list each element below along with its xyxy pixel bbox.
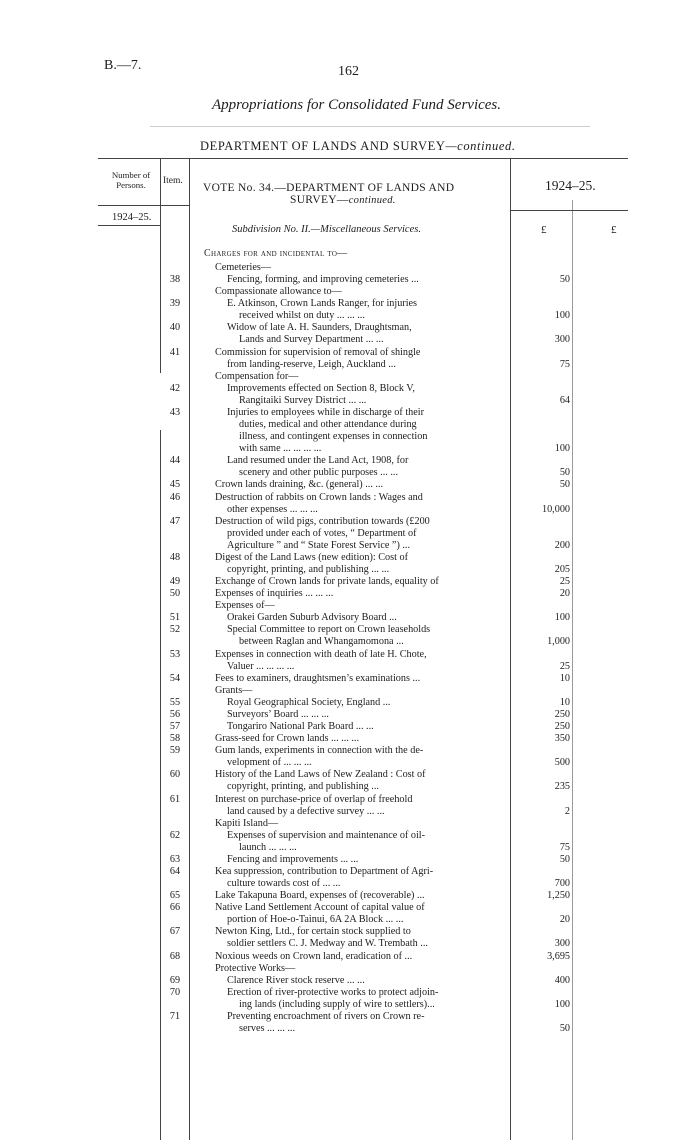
item-description: Fencing and improvements ... ... bbox=[227, 853, 359, 865]
persons-col-header bbox=[106, 170, 156, 190]
item-amount: 235 bbox=[554, 781, 570, 793]
item-number: 58 bbox=[169, 733, 181, 745]
item-description: Land resumed under the Land Act, 1908, for bbox=[227, 455, 409, 467]
item-number: 40 bbox=[169, 322, 181, 334]
item-number: 49 bbox=[169, 576, 181, 588]
item-number: 53 bbox=[169, 648, 181, 660]
item-description: Cemeteries— bbox=[215, 262, 272, 273]
item-number: 60 bbox=[169, 769, 181, 781]
vote-title-continued: continued. bbox=[348, 195, 396, 206]
item-description: Grants— bbox=[215, 684, 253, 696]
table-row bbox=[0, 431, 700, 443]
table-row bbox=[0, 455, 700, 467]
item-number: 68 bbox=[169, 950, 181, 962]
table-row bbox=[0, 673, 700, 685]
table-row bbox=[0, 334, 700, 346]
item-description: copyright, printing, and publishing ... bbox=[227, 781, 379, 793]
item-description: ing lands (including supply of wire to settlers)... bbox=[239, 998, 435, 1010]
item-amount: 10 bbox=[559, 672, 570, 684]
item-description: Clarence River stock reserve ... ... bbox=[227, 974, 365, 986]
item-number: 63 bbox=[169, 853, 181, 865]
item-amount: 75 bbox=[559, 358, 570, 370]
item-amount: 25 bbox=[559, 660, 570, 672]
table-row bbox=[0, 902, 700, 914]
item-amount: 50 bbox=[559, 467, 570, 479]
subdivision-heading: Subdivision No. II.—Miscellaneous Services. bbox=[232, 224, 421, 235]
item-number: 45 bbox=[169, 479, 181, 491]
table-row bbox=[0, 842, 700, 854]
item-description: Kapiti Island— bbox=[215, 817, 279, 829]
table-row bbox=[0, 624, 700, 636]
table-row bbox=[0, 310, 700, 322]
item-amount: 1,250 bbox=[547, 890, 570, 902]
table-row bbox=[0, 286, 700, 298]
table-row bbox=[0, 407, 700, 419]
item-amount: 10,000 bbox=[541, 503, 570, 515]
table-row bbox=[0, 794, 700, 806]
item-description: between Raglan and Whangamomona ... bbox=[239, 636, 404, 648]
item-description: Destruction of wild pigs, contribution towards (£200 bbox=[215, 515, 430, 527]
table-row bbox=[0, 697, 700, 709]
item-description: Surveyors’ Board ... ... ... bbox=[227, 708, 329, 720]
item-description: Expenses of inquiries ... ... ... bbox=[215, 588, 334, 600]
department-heading bbox=[200, 139, 516, 154]
item-number: 54 bbox=[169, 672, 181, 684]
item-amount: 50 bbox=[559, 853, 570, 865]
vote-title-line2 bbox=[290, 194, 396, 206]
item-description: Newton King, Ltd., for certain stock supplied to bbox=[215, 926, 411, 938]
table-row bbox=[0, 322, 700, 334]
item-description: Agriculture ” and “ State Forest Service ”) ... bbox=[227, 539, 411, 551]
item-amount: 50 bbox=[559, 479, 570, 491]
table-row bbox=[0, 552, 700, 564]
item-amount: 300 bbox=[554, 938, 570, 950]
table-row bbox=[0, 347, 700, 359]
item-description: Compassionate allowance to— bbox=[215, 286, 342, 298]
item-number: 59 bbox=[169, 745, 181, 757]
table-row bbox=[0, 298, 700, 310]
table-row bbox=[0, 383, 700, 395]
item-description: velopment of ... ... ... bbox=[227, 757, 312, 769]
item-amount: 300 bbox=[554, 334, 570, 346]
item-description: with same ... ... ... ... bbox=[239, 443, 322, 455]
item-number: 67 bbox=[169, 926, 181, 938]
item-description: Fees to examiners, draughtsmen’s examinations ... bbox=[215, 672, 421, 684]
item-amount: 2 bbox=[564, 805, 570, 817]
table-row bbox=[0, 528, 700, 540]
item-description: provided under each of votes, “ Department of bbox=[227, 527, 417, 539]
table-row bbox=[0, 685, 700, 697]
item-number: 71 bbox=[169, 1010, 181, 1022]
table-row bbox=[0, 371, 700, 383]
item-number: 43 bbox=[169, 406, 181, 418]
item-number: 64 bbox=[169, 866, 181, 877]
item-number: 50 bbox=[169, 588, 181, 600]
table-row bbox=[0, 854, 700, 866]
item-description: Digest of the Land Laws (new edition): Cost of bbox=[215, 551, 408, 563]
item-amount: 350 bbox=[554, 733, 570, 745]
table-row bbox=[0, 757, 700, 769]
item-number: 38 bbox=[169, 274, 181, 286]
item-description: other expenses ... ... ... bbox=[227, 503, 318, 515]
item-amount: 10 bbox=[559, 696, 570, 708]
item-col-header: Item. bbox=[163, 176, 183, 186]
item-description: Gum lands, experiments in connection with the de- bbox=[215, 745, 424, 757]
table-row bbox=[0, 576, 700, 588]
table-row bbox=[0, 516, 700, 528]
item-description: culture towards cost of ... ... bbox=[227, 878, 341, 890]
persons-year-rule bbox=[98, 225, 160, 226]
item-amount: 20 bbox=[559, 588, 570, 600]
item-description: Injuries to employees while in discharge of their bbox=[227, 406, 424, 418]
table-row bbox=[0, 830, 700, 842]
item-description: Protective Works— bbox=[215, 962, 296, 974]
table-row bbox=[0, 395, 700, 407]
item-description: Destruction of rabbits on Crown lands : Wages and bbox=[215, 491, 423, 503]
vote-title-survey: SURVEY— bbox=[290, 194, 349, 206]
item-number: 70 bbox=[169, 986, 181, 998]
item-amount: 50 bbox=[559, 274, 570, 286]
item-number: 57 bbox=[169, 721, 181, 733]
item-description: scenery and other public purposes ... ... bbox=[239, 467, 398, 479]
item-description: Improvements effected on Section 8, Block V, bbox=[227, 382, 415, 394]
table-row bbox=[0, 987, 700, 999]
table-row bbox=[0, 914, 700, 926]
table-row bbox=[0, 745, 700, 757]
item-description: Grass-seed for Crown lands ... ... ... bbox=[215, 733, 360, 745]
charges-heading: Charges for and incidental to— bbox=[204, 248, 348, 259]
table-row bbox=[0, 878, 700, 890]
item-description: Orakei Garden Suburb Advisory Board ... bbox=[227, 612, 397, 624]
currency-symbol-2: £ bbox=[611, 224, 617, 236]
item-amount: 250 bbox=[554, 721, 570, 733]
item-description: Special Committee to report on Crown leaseholds bbox=[227, 624, 431, 636]
table-row bbox=[0, 769, 700, 781]
table-row bbox=[0, 975, 700, 987]
item-amount: 400 bbox=[554, 974, 570, 986]
item-amount: 50 bbox=[559, 1023, 570, 1035]
table-row bbox=[0, 492, 700, 504]
item-description: serves ... ... ... bbox=[239, 1023, 296, 1035]
persons-year: 1924–25. bbox=[112, 212, 152, 223]
item-description: Lands and Survey Department ... ... bbox=[239, 334, 384, 346]
title-rule bbox=[150, 126, 590, 127]
table-row bbox=[0, 1023, 700, 1035]
item-amount: 700 bbox=[554, 878, 570, 890]
table-row bbox=[0, 661, 700, 673]
item-description: soldier settlers C. J. Medway and W. Trembath ... bbox=[227, 938, 428, 950]
persons-header-rule bbox=[98, 205, 160, 206]
table-row bbox=[0, 564, 700, 576]
item-number: 47 bbox=[169, 515, 181, 527]
item-amount: 25 bbox=[559, 576, 570, 588]
item-description: from landing-reserve, Leigh, Auckland ... bbox=[227, 358, 396, 370]
item-description: duties, medical and other attendance during bbox=[239, 419, 417, 431]
item-description: illness, and contingent expenses in connection bbox=[239, 431, 428, 443]
table-row bbox=[0, 479, 700, 491]
department-suffix: —continued. bbox=[445, 139, 516, 153]
department-name: DEPARTMENT OF LANDS AND SURVEY bbox=[200, 139, 446, 153]
page-title: Appropriations for Consolidated Fund Services. bbox=[212, 97, 502, 113]
item-amount: 100 bbox=[554, 443, 570, 455]
item-number: 46 bbox=[169, 491, 181, 503]
item-description: Fencing, forming, and improving cemeteries ... bbox=[227, 274, 419, 286]
table-row bbox=[0, 890, 700, 902]
item-amount: 75 bbox=[559, 841, 570, 853]
table-row bbox=[0, 818, 700, 830]
page-number: 162 bbox=[338, 64, 359, 79]
item-number: 51 bbox=[169, 612, 181, 624]
item-number: 62 bbox=[169, 829, 181, 841]
year-header-rule bbox=[510, 210, 628, 211]
item-amount: 100 bbox=[554, 998, 570, 1010]
item-amount: 250 bbox=[554, 708, 570, 720]
item-amount: 500 bbox=[554, 757, 570, 769]
item-header-rule bbox=[160, 205, 189, 206]
table-row bbox=[0, 443, 700, 455]
table-row bbox=[0, 612, 700, 624]
table-row bbox=[0, 963, 700, 975]
item-description: Royal Geographical Society, England ... bbox=[227, 696, 391, 708]
item-amount: 205 bbox=[554, 564, 570, 575]
table-row bbox=[0, 600, 700, 612]
item-description: Interest on purchase-price of overlap of freehold bbox=[215, 793, 413, 805]
table-row bbox=[0, 649, 700, 661]
item-description: received whilst on duty ... ... ... bbox=[239, 310, 365, 322]
persons-col-label: Number of Persons. bbox=[111, 170, 151, 190]
item-description: Tongariro National Park Board ... ... bbox=[227, 721, 374, 733]
item-description: Widow of late A. H. Saunders, Draughtsman, bbox=[227, 322, 412, 334]
item-number: 69 bbox=[169, 974, 181, 986]
item-description: Exchange of Crown lands for private lands, equality of bbox=[215, 576, 439, 588]
table-row bbox=[0, 274, 700, 286]
item-description: Native Land Settlement Account of capital value of bbox=[215, 902, 425, 914]
table-row bbox=[0, 926, 700, 938]
table-row bbox=[0, 588, 700, 600]
item-description: launch ... ... ... bbox=[239, 841, 297, 853]
item-description: Kea suppression, contribution to Department of Agri- bbox=[215, 866, 434, 877]
table-top-rule bbox=[98, 158, 628, 159]
item-amount: 3,695 bbox=[547, 950, 570, 962]
item-description: Preventing encroachment of rivers on Crown re- bbox=[227, 1010, 425, 1022]
item-amount: 20 bbox=[559, 914, 570, 926]
item-number: 66 bbox=[169, 902, 181, 914]
table-row bbox=[0, 504, 700, 516]
table-row bbox=[0, 540, 700, 552]
item-description: Expenses in connection with death of late H. Chote, bbox=[215, 648, 427, 660]
item-description: land caused by a defective survey ... ... bbox=[227, 805, 385, 817]
item-amount: 100 bbox=[554, 310, 570, 322]
item-number: 52 bbox=[169, 624, 181, 636]
item-description: Rangitaiki Survey District ... ... bbox=[239, 394, 367, 406]
table-row bbox=[0, 938, 700, 950]
item-number: 39 bbox=[169, 298, 181, 310]
table-row bbox=[0, 262, 700, 274]
table-row bbox=[0, 721, 700, 733]
table-row bbox=[0, 806, 700, 818]
item-description: Erection of river-protective works to protect adjoin- bbox=[227, 986, 439, 998]
table-row bbox=[0, 636, 700, 648]
item-description: Lake Takapuna Board, expenses of (recoverable) ... bbox=[215, 890, 425, 902]
year-header: 1924–25. bbox=[545, 178, 596, 193]
vote-title-line1: VOTE No. 34.—DEPARTMENT OF LANDS AND bbox=[203, 182, 455, 194]
item-description: Expenses of— bbox=[215, 600, 275, 612]
item-amount: 200 bbox=[554, 539, 570, 551]
item-description: Noxious weeds on Crown land, eradication of ... bbox=[215, 950, 413, 962]
item-description: Valuer ... ... ... ... bbox=[227, 660, 295, 672]
item-amount: 100 bbox=[554, 612, 570, 624]
table-row bbox=[0, 866, 700, 878]
item-number: 55 bbox=[169, 696, 181, 708]
table-row bbox=[0, 709, 700, 721]
item-description: Crown lands draining, &c. (general) ... ... bbox=[215, 479, 384, 491]
currency-symbol-1: £ bbox=[541, 224, 547, 236]
item-amount: 1,000 bbox=[547, 636, 570, 648]
item-number: 61 bbox=[169, 793, 181, 805]
item-description: copyright, printing, and publishing ... ... bbox=[227, 564, 390, 575]
table-row bbox=[0, 1011, 700, 1023]
item-description: Compensation for— bbox=[215, 370, 299, 382]
item-description: Expenses of supervision and maintenance of oil- bbox=[227, 829, 426, 841]
item-number: 65 bbox=[169, 890, 181, 902]
table-row bbox=[0, 359, 700, 371]
item-number: 42 bbox=[169, 382, 181, 394]
item-description: E. Atkinson, Crown Lands Ranger, for injuries bbox=[227, 298, 418, 310]
table-row bbox=[0, 951, 700, 963]
table-row bbox=[0, 419, 700, 431]
table-row bbox=[0, 781, 700, 793]
item-number: 48 bbox=[169, 551, 181, 563]
item-number: 56 bbox=[169, 708, 181, 720]
item-description: History of the Land Laws of New Zealand : Cost of bbox=[215, 769, 426, 781]
table-row bbox=[0, 467, 700, 479]
page-ref: B.—7. bbox=[104, 58, 142, 73]
table-row bbox=[0, 733, 700, 745]
item-description: portion of Hoe-o-Tainui, 6A 2A Block ... ... bbox=[227, 914, 404, 926]
table-row bbox=[0, 999, 700, 1011]
item-number: 41 bbox=[169, 346, 181, 358]
item-description: Commission for supervision of removal of shingle bbox=[215, 346, 421, 358]
item-amount: 64 bbox=[559, 394, 570, 406]
item-number: 44 bbox=[169, 455, 181, 467]
